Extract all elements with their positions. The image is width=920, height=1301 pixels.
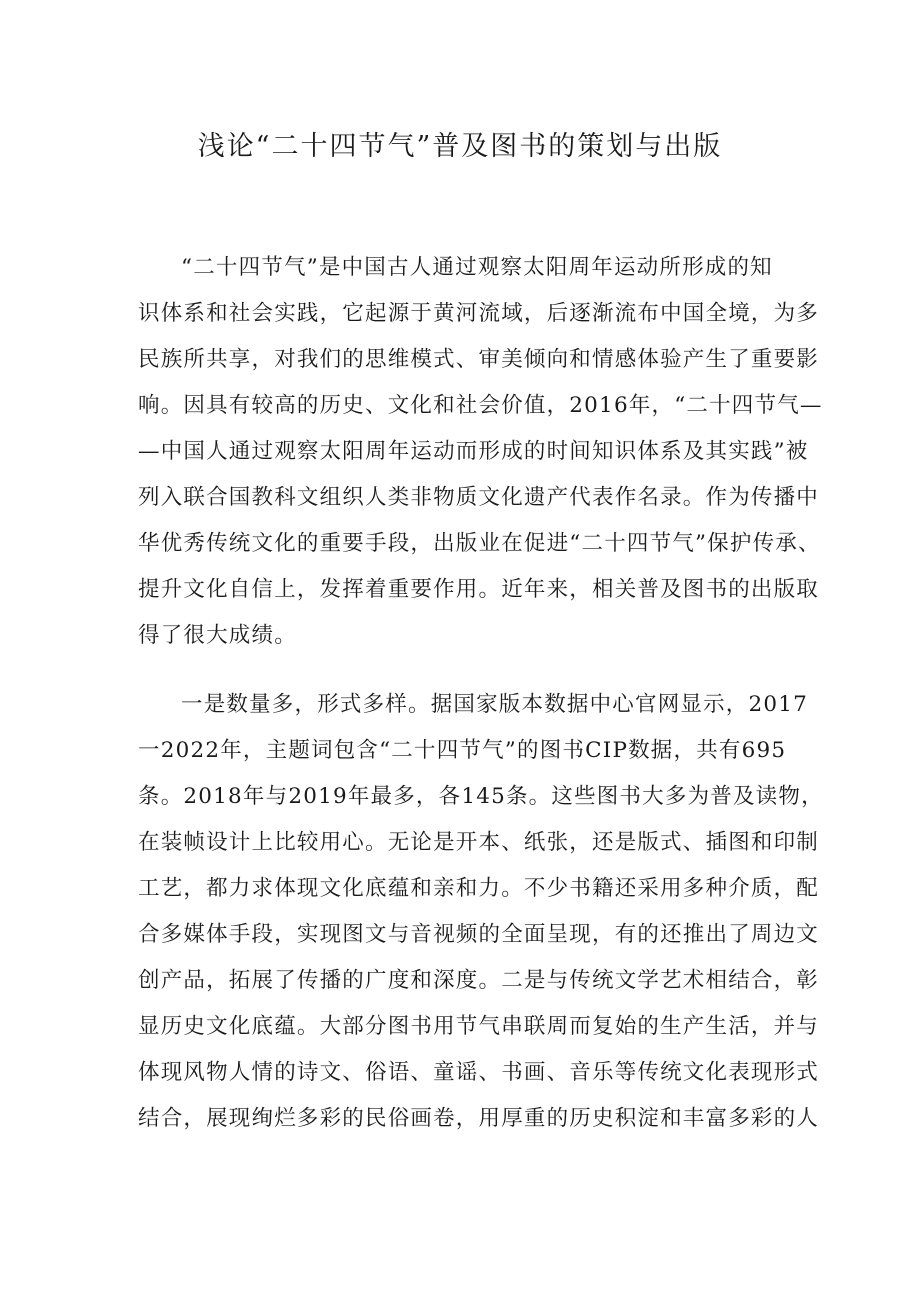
paragraph-line: 华优秀传统文化的重要手段，出版业在促进“二十四节气”保护传承、 — [138, 531, 821, 556]
paragraph-line: 工艺，都力求体现文化底蕴和亲和力。不少书籍还采用多种介质，配 — [138, 876, 820, 901]
paragraph-line: 在装帧设计上比较用心。无论是开本、纸张，还是版式、插图和印制 — [138, 830, 820, 855]
paragraph-line: 体现风物人情的诗文、俗语、童谣、书画、音乐等传统文化表现形式 — [138, 1060, 820, 1085]
paragraph-line: 结合，展现绚烂多彩的民俗画卷，用厚重的历史积淀和丰富多彩的人 — [138, 1106, 820, 1131]
paragraph-line: 合多媒体手段，实现图文与音视频的全面呈现，有的还推出了周边文 — [138, 922, 820, 947]
paragraph-line: 列入联合国教科文组织人类非物质文化遗产代表作名录。作为传播中 — [138, 485, 820, 510]
paragraph-line: 一2022年，主题词包含“二十四节气”的图书CIP数据，共有695 — [138, 738, 787, 763]
paragraph-line: 识体系和社会实践，它起源于黄河流域，后逐渐流布中国全境，为多 — [138, 301, 820, 326]
paragraph-line: 响。因具有较高的历史、文化和社会价值，2016年，“二十四节气— — [138, 393, 823, 418]
paragraph-line: 提升文化自信上，发挥着重要作用。近年来，相关普及图书的出版取 — [138, 577, 820, 602]
document-title: 浅论“二十四节气”普及图书的策划与出版 — [197, 131, 723, 162]
paragraph-line: 条。2018年与2019年最多，各145条。这些图书大多为普及读物， — [138, 784, 824, 809]
paragraph-line: —中国人通过观察太阳周年运动而形成的时间知识体系及其实践”被 — [138, 439, 809, 464]
paragraph-line: 得了很大成绩。 — [138, 623, 297, 648]
paragraph-line: 创产品，拓展了传播的广度和深度。二是与传统文学艺术相结合，彰 — [138, 968, 820, 993]
paragraph-line: 显历史文化底蕴。大部分图书用节气串联周而复始的生产生活，并与 — [138, 1014, 820, 1039]
paragraph-line: 民族所共享，对我们的思维模式、审美倾向和情感体验产生了重要影 — [138, 347, 820, 372]
paragraph-line: “二十四节气”是中国古人通过观察太阳周年运动所形成的知 — [181, 255, 773, 280]
paragraph-line: 一是数量多，形式多样。据国家版本数据中心官网显示，2017 — [181, 692, 809, 717]
